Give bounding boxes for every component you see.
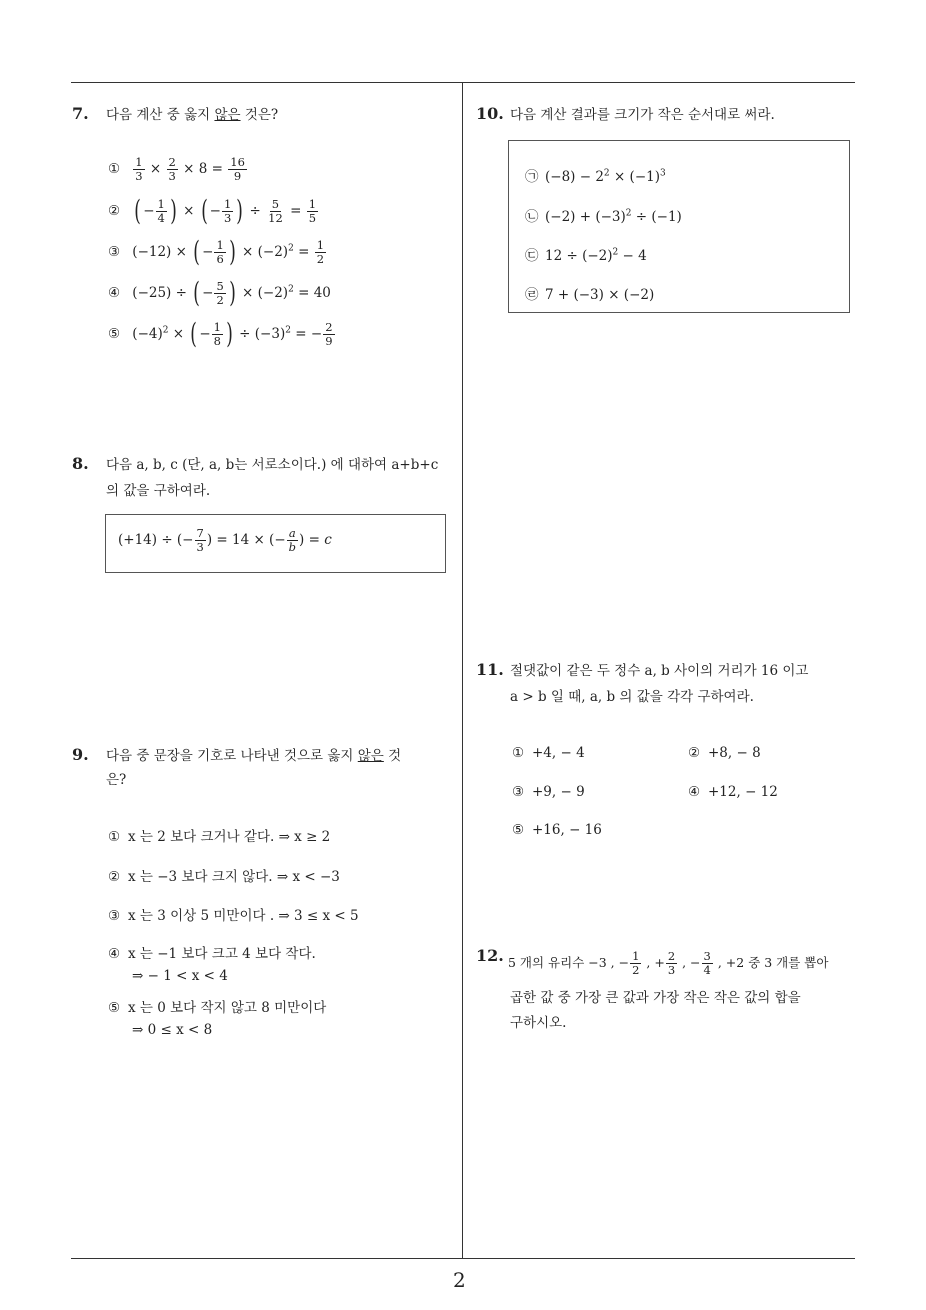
q12-line1: 5 개의 유리수 −3 , − $\frac{1}{2}$ , + $\frac{2}{3}$ , − $\frac{3}{4}$ , +2 중 3 개를 뽑아 — [508, 949, 829, 977]
q10-item-1: ㉠ $(-8) - 2^2 \times (-1)^3$ — [525, 165, 666, 185]
option-mark: ⑤ — [108, 325, 121, 342]
page-number: 2 — [453, 1268, 466, 1292]
q9-option-5-sub: ⇒ 0 ≤ x < 8 — [132, 1022, 213, 1038]
q7-option-2[interactable] — [108, 194, 319, 227]
option-mark: ① — [108, 161, 121, 177]
q7-option-3[interactable] — [108, 235, 327, 268]
option-mark: ④ — [108, 946, 121, 962]
q9-prompt-c: 은? — [106, 772, 127, 788]
q7-number: 7. — [72, 104, 89, 123]
option-text: x 는 −1 보다 크고 4 보다 작다. — [128, 946, 316, 962]
q10-prompt: 다음 계산 결과를 크기가 작은 순서대로 써라. — [510, 107, 775, 123]
q9-option-4[interactable] — [108, 942, 316, 962]
q9-option-2[interactable] — [108, 865, 340, 885]
option-mark: ③ — [108, 243, 121, 260]
item-mark: ㉡ — [525, 209, 539, 225]
q8-number: 8. — [72, 454, 89, 473]
q11-option-5[interactable] — [512, 822, 602, 838]
option-mark: ① — [512, 745, 525, 761]
option-mark: ② — [688, 745, 701, 761]
item-mark: ㉣ — [525, 287, 539, 303]
q9-number: 9. — [72, 745, 89, 764]
option-text: +4, − 4 — [532, 745, 585, 761]
option-text: +9, − 9 — [532, 784, 585, 800]
q11-number: 11. — [476, 660, 504, 679]
q7-option-1[interactable] — [108, 156, 248, 183]
top-rule — [71, 82, 855, 83]
q7-option-4-expr: (−25) ÷ ( − $\frac{5}{2}$ ) × $(-2)^2 = 40$ — [132, 276, 331, 309]
option-mark: ⑤ — [512, 822, 525, 838]
option-text: +12, − 12 — [708, 784, 778, 800]
q7-option-5[interactable] — [108, 317, 336, 350]
q9-option-3[interactable] — [108, 904, 359, 924]
q12-line2: 곱한 값 중 가장 큰 값과 가장 작은 작은 값의 합을 — [510, 990, 801, 1006]
q10-item-4: ㉣ 7 + (−3) × (−2) — [525, 283, 654, 303]
q9-option-4-sub: ⇒ − 1 < x < 4 — [132, 968, 228, 984]
q11-option-1[interactable] — [512, 745, 585, 761]
q7-option-3-expr: (−12) × ( − $\frac{1}{6}$ ) × $(-2)^2$ = $\frac{1}{2}$ — [132, 235, 325, 268]
q11-line2: a > b 일 때, a, b 의 값을 각각 구하여라. — [510, 689, 754, 705]
q7-prompt-underlined: 않은 — [214, 107, 241, 123]
option-mark: ③ — [108, 908, 121, 924]
option-text: x 는 −3 보다 크지 않다. ⇒ x < −3 — [128, 869, 340, 885]
q8-equation-box — [105, 514, 446, 573]
q11-option-2[interactable] — [688, 745, 761, 761]
q9-option-5[interactable] — [108, 996, 326, 1016]
option-mark: ④ — [108, 284, 121, 301]
option-text: +16, − 16 — [532, 822, 602, 838]
option-mark: ⑤ — [108, 1000, 121, 1016]
q9-option-1[interactable] — [108, 825, 330, 845]
q9-prompt-b: 것 — [383, 748, 402, 764]
q7-prompt-b: 것은? — [240, 107, 279, 123]
q7-option-4[interactable] — [108, 276, 331, 309]
q7-prompt — [106, 101, 278, 129]
q12-line3: 구하시오. — [510, 1015, 567, 1031]
q10-number: 10. — [476, 104, 504, 123]
q7-option-1-expr: $\frac{1}{3}$ × $\frac{2}{3}$ × 8 = $\frac{16}{9}$ — [135, 155, 245, 183]
q8-line1: 다음 a, b, c (단, a, b는 서로소이다.) 에 대하여 a+b+c — [106, 457, 439, 473]
column-divider — [462, 83, 463, 1259]
option-mark: ② — [108, 202, 121, 219]
option-text: +8, − 8 — [708, 745, 761, 761]
option-text: x 는 0 보다 작지 않고 8 미만이다 — [128, 1000, 327, 1016]
q9-prompt-a: 다음 중 문장을 기호로 나타낸 것으로 옳지 — [106, 748, 358, 764]
option-mark: ③ — [512, 784, 525, 800]
q11-option-3[interactable] — [512, 784, 585, 800]
option-mark: ② — [108, 869, 121, 885]
q7-option-2-expr: ( − $\frac{1}{4}$ ) × ( − $\frac{1}{3}$ ) ÷ $\frac{5}{12}$ = $\frac{1}{5}$ — [134, 194, 317, 227]
q12-line1-a: 5 개의 유리수 −3 , − — [508, 955, 630, 970]
option-text: x 는 2 보다 크거나 같다. ⇒ x ≥ 2 — [128, 829, 331, 845]
q7-prompt-a: 다음 계산 중 옳지 — [106, 107, 215, 123]
option-mark: ① — [108, 829, 121, 845]
q8-equation: (+14) ÷ (− $\frac{7}{3}$ ) = 14 × (− $\frac{a}{b}$ ) = c — [118, 526, 332, 554]
bottom-rule — [71, 1258, 855, 1259]
q9-prompt-underlined: 않은 — [357, 748, 384, 764]
option-mark: ④ — [688, 784, 701, 800]
q11-line1: 절댓값이 같은 두 정수 a, b 사이의 거리가 16 이고 — [510, 663, 809, 679]
option-text: x 는 3 이상 5 미만이다 . ⇒ 3 ≤ x < 5 — [128, 908, 359, 924]
q8-line2: 의 값을 구하여라. — [106, 483, 211, 499]
q7-option-5-expr: $(-4)^2$ × ( − $\frac{1}{8}$ ) ÷ $(-3)^2$ = − $\frac{2}{9}$ — [132, 317, 333, 350]
item-mark: ㉠ — [525, 169, 539, 185]
q9-prompt — [106, 742, 401, 770]
q12-number: 12. — [476, 946, 504, 965]
item-mark: ㉢ — [525, 248, 539, 264]
q11-option-4[interactable] — [688, 784, 778, 800]
q12-line1-b: 중 3 개를 뽑아 — [744, 955, 829, 970]
q10-item-3: ㉢ $12 \div (-2)^2 - 4$ — [525, 244, 647, 264]
q10-item-2: ㉡ $(-2) + (-3)^2 \div (-1)$ — [525, 205, 682, 225]
q10-expression-box — [508, 140, 850, 313]
